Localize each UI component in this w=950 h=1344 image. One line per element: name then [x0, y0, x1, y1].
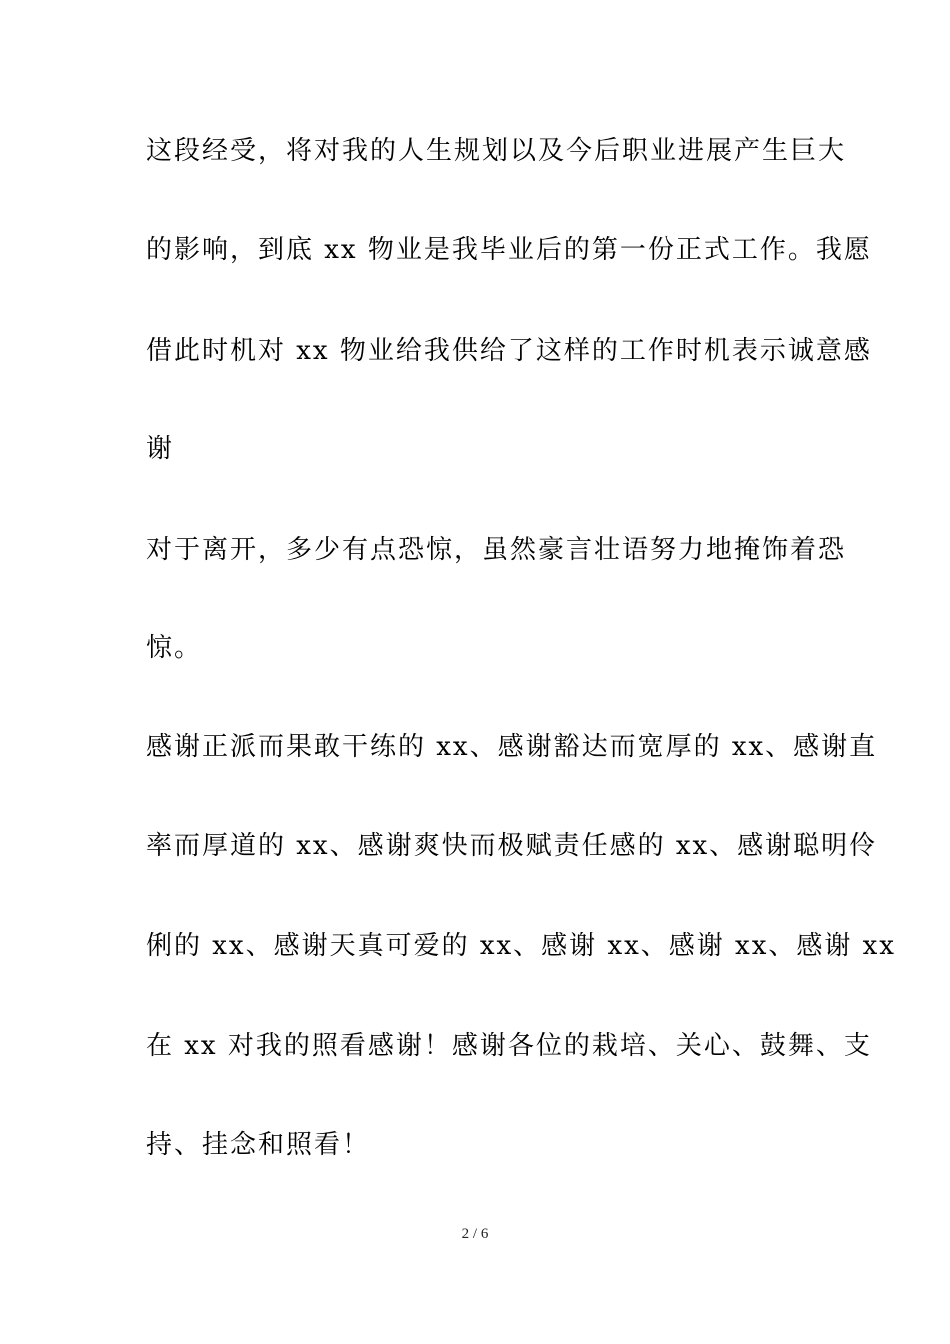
page-number: 2 / 6 — [461, 1226, 489, 1242]
text-line: 俐的 xx、感谢天真可爱的 xx、感谢 xx、感谢 xx、感谢 xx — [146, 931, 896, 961]
text-line: 惊。 — [146, 633, 203, 663]
text-line: 的影响，到底 xx 物业是我毕业后的第一份正式工作。我愿 — [146, 235, 872, 265]
text-line: 持、挂念和照看！ — [146, 1130, 371, 1160]
text-line: 借此时机对 xx 物业给我供给了这样的工作时机表示诚意感 — [146, 336, 872, 366]
text-line: 对于离开，多少有点恐惊，虽然豪言壮语努力地掩饰着恐 — [146, 535, 847, 565]
text-line: 感谢正派而果敢干练的 xx、感谢豁达而宽厚的 xx、感谢直 — [146, 732, 878, 762]
text-line: 这段经受，将对我的人生规划以及今后职业进展产生巨大 — [146, 136, 847, 166]
text-line: 谢 — [146, 434, 175, 464]
text-line: 在 xx 对我的照看感谢！感谢各位的栽培、关心、鼓舞、支 — [146, 1031, 872, 1061]
text-line: 率而厚道的 xx、感谢爽快而极赋责任感的 xx、感谢聪明伶 — [146, 831, 878, 861]
